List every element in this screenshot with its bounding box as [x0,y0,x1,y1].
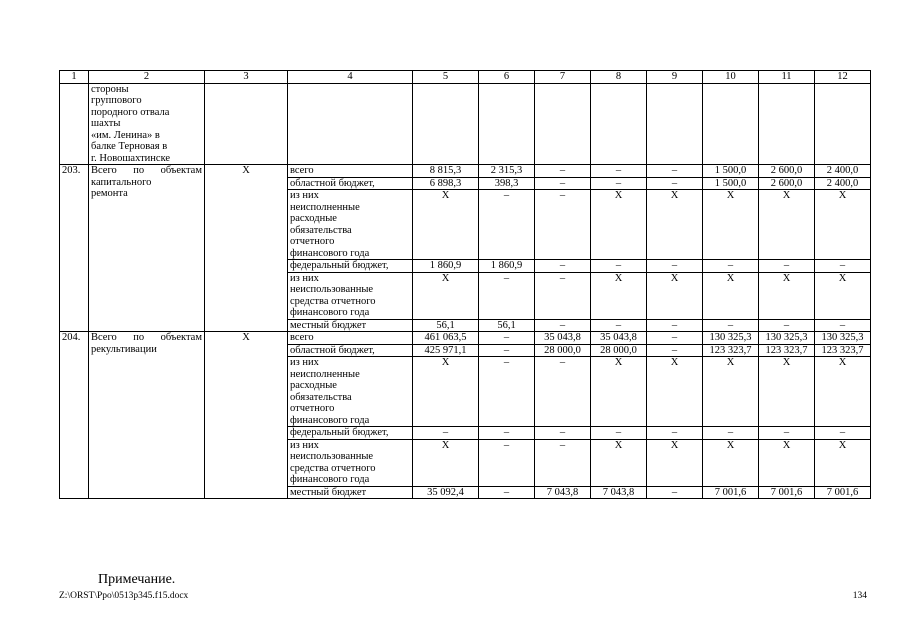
value-cell: Х [647,272,703,319]
funding-source-cell: всего [288,165,413,178]
value-cell: – [479,190,535,260]
empty-cell [815,83,871,165]
value-cell: – [815,319,871,332]
header-cell: 5 [413,71,479,84]
value-cell: – [479,427,535,440]
value-cell: 1 860,9 [479,260,535,273]
value-cell: – [647,344,703,357]
empty-cell [535,83,591,165]
value-cell: 123 323,7 [815,344,871,357]
value-cell: Х [815,439,871,486]
footer-file-path: Z:\ORST\Ppo\0513p345.f15.docx [59,591,189,601]
value-cell: 35 043,8 [535,332,591,345]
value-cell: 461 063,5 [413,332,479,345]
table-row [60,332,871,345]
value-cell: Х [815,190,871,260]
object-name-line: Всего по объектам [91,165,202,176]
value-cell: 130 325,3 [703,332,759,345]
value-cell: 7 001,6 [759,486,815,499]
value-cell: – [703,260,759,273]
header-cell: 8 [591,71,647,84]
value-cell: Х [759,272,815,319]
funding-source-cell: из них неиспользованные средства отчетного финансового года [288,272,413,319]
funding-source-cell: областной бюджет, [288,344,413,357]
value-cell: – [703,319,759,332]
value-cell: 1 500,0 [703,165,759,178]
value-cell: – [479,357,535,427]
value-cell: Х [591,439,647,486]
value-cell: – [591,177,647,190]
value-cell: Х [703,190,759,260]
header-cell: 3 [205,71,288,84]
value-cell: 7 001,6 [703,486,759,499]
funding-source-cell: областной бюджет, [288,177,413,190]
page-number: 134 [852,591,867,601]
value-cell: Х [759,439,815,486]
object-name-cell: стороны группового породного отвала шахты «им. Ленина» в балке Терновая в г. Новошахтинске [89,83,205,165]
header-cell: 7 [535,71,591,84]
object-name-cell [89,332,205,499]
value-cell: 28 000,0 [535,344,591,357]
funding-source-cell: местный бюджет [288,319,413,332]
row-number-cell [60,83,89,165]
value-cell: – [479,486,535,499]
value-cell: – [535,439,591,486]
funding-source-cell: федеральный бюджет, [288,260,413,273]
value-cell: – [759,260,815,273]
object-name-line: рекультивации [91,343,157,355]
value-cell: Х [759,357,815,427]
header-cell: 11 [759,71,815,84]
value-cell: – [591,165,647,178]
row-number-cell: 203. [60,165,89,332]
header-cell: 10 [703,71,759,84]
continuation-row [60,83,871,165]
value-cell: 1 500,0 [703,177,759,190]
empty-cell [647,83,703,165]
value-cell: – [647,260,703,273]
value-cell: – [535,272,591,319]
header-cell: 12 [815,71,871,84]
budget-table [59,70,871,499]
header-cell: 1 [60,71,89,84]
funding-source-cell: из них неисполненные расходные обязательства отчетного финансового года [288,190,413,260]
value-cell: – [815,260,871,273]
value-cell: 56,1 [479,319,535,332]
value-cell: Х [647,190,703,260]
value-cell: Х [591,272,647,319]
mark-cell: Х [205,332,288,499]
header-cell: 9 [647,71,703,84]
value-cell: 123 323,7 [759,344,815,357]
value-cell: 7 043,8 [591,486,647,499]
value-cell: – [479,272,535,319]
value-cell: – [535,165,591,178]
value-cell: Х [647,357,703,427]
value-cell: – [591,260,647,273]
empty-cell [759,83,815,165]
value-cell: – [647,427,703,440]
funding-source-cell: из них неиспользованные средства отчетного финансового года [288,439,413,486]
funding-source-cell: федеральный бюджет, [288,427,413,440]
value-cell: – [591,427,647,440]
value-cell: – [479,344,535,357]
value-cell: 56,1 [413,319,479,332]
value-cell: – [647,177,703,190]
value-cell: – [535,357,591,427]
value-cell: – [703,427,759,440]
value-cell: 123 323,7 [703,344,759,357]
value-cell: – [647,486,703,499]
value-cell: 7 001,6 [815,486,871,499]
value-cell: – [647,332,703,345]
value-cell: 2 600,0 [759,177,815,190]
value-cell: 1 860,9 [413,260,479,273]
value-cell: – [591,319,647,332]
value-cell: Х [413,357,479,427]
value-cell: 2 400,0 [815,165,871,178]
value-cell: Х [759,190,815,260]
empty-cell [413,83,479,165]
value-cell: Х [413,190,479,260]
object-name-line: ремонта [91,188,128,199]
empty-cell [703,83,759,165]
value-cell: 2 600,0 [759,165,815,178]
empty-cell [479,83,535,165]
value-cell: Х [413,272,479,319]
object-name-cell [89,165,205,332]
value-cell: 35 043,8 [591,332,647,345]
value-cell: Х [703,439,759,486]
value-cell: Х [703,272,759,319]
header-cell: 4 [288,71,413,84]
empty-cell [591,83,647,165]
value-cell: – [535,260,591,273]
empty-cell [288,83,413,165]
value-cell: – [535,190,591,260]
value-cell: Х [591,357,647,427]
table-row [60,165,871,178]
value-cell: – [759,319,815,332]
note-label: Примечание. [98,572,176,587]
value-cell: 130 325,3 [815,332,871,345]
value-cell: 398,3 [479,177,535,190]
value-cell: Х [815,357,871,427]
value-cell: – [815,427,871,440]
value-cell: – [535,177,591,190]
value-cell: Х [647,439,703,486]
value-cell: – [413,427,479,440]
row-number-cell: 204. [60,332,89,499]
value-cell: Х [703,357,759,427]
value-cell: 8 815,3 [413,165,479,178]
value-cell: Х [413,439,479,486]
object-name-line: капитального [91,176,152,188]
value-cell: 6 898,3 [413,177,479,190]
value-cell: – [535,319,591,332]
value-cell: – [479,439,535,486]
value-cell: – [479,332,535,345]
header-cell: 2 [89,71,205,84]
value-cell: 425 971,1 [413,344,479,357]
value-cell: Х [591,190,647,260]
value-cell: 28 000,0 [591,344,647,357]
value-cell: 7 043,8 [535,486,591,499]
header-row [60,71,871,84]
value-cell: – [535,427,591,440]
value-cell: 130 325,3 [759,332,815,345]
value-cell: – [759,427,815,440]
value-cell: 35 092,4 [413,486,479,499]
value-cell: 2 400,0 [815,177,871,190]
mark-cell: Х [205,165,288,332]
value-cell: – [647,319,703,332]
funding-source-cell: всего [288,332,413,345]
value-cell: 2 315,3 [479,165,535,178]
header-cell: 6 [479,71,535,84]
funding-source-cell: из них неисполненные расходные обязательства отчетного финансового года [288,357,413,427]
value-cell: – [647,165,703,178]
empty-cell [205,83,288,165]
object-name-line: Всего по объектам [91,332,202,343]
funding-source-cell: местный бюджет [288,486,413,499]
value-cell: Х [815,272,871,319]
